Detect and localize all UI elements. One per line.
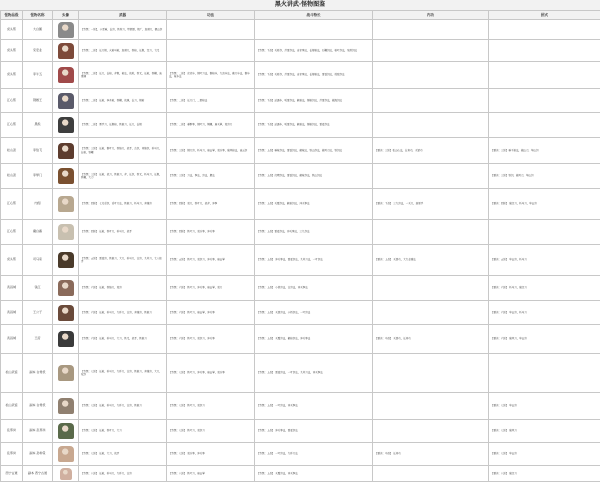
cell-trait: 【等级：上品】 冲天拳法，雷霆剑法，九环刀法，一叶剑法 (255, 245, 373, 276)
cell-trait: 【等级：上品】 一叶剑法，冲天拳法 (255, 393, 373, 420)
cell-rank: 武昌城 (1, 301, 23, 325)
cell-rank: 武昌城 (1, 276, 23, 301)
cell-trait: 【等级：上品】 一叶剑法，九环刀法 (255, 443, 373, 466)
cell-weapon: 【等级：七阶】 长枪，斩马刀，九环刀，古剑，铁链刀 (79, 393, 167, 420)
cell-trait (255, 20, 373, 40)
cell-move (489, 20, 600, 40)
cell-name: 宋宏业 (23, 40, 53, 62)
cell-weapon: 【等级：七阶】 长枪，大刀，战矛 (79, 443, 167, 466)
cell-skill: 【等级：八阶】 铁叶刀，崩山掌 (167, 466, 255, 482)
cell-avatar (53, 245, 79, 276)
cell-rank: 江心帮 (1, 113, 23, 138)
cell-name: 王府 (23, 325, 53, 354)
table-row (1, 466, 600, 482)
cell-avatar (53, 466, 79, 482)
monster-portrait (58, 305, 74, 321)
cell-avatar (53, 420, 79, 443)
cell-weapon: 【等级：五阶】 雷霆剑，铁链刀，大刀，斩马刀，古剑，九环刀，丈八蛇矛 (79, 245, 167, 276)
cell-name: 副本 白骨妖 (23, 393, 53, 420)
table-row (1, 393, 600, 420)
cell-avatar (53, 393, 79, 420)
header-name: 怪物名称 (23, 11, 53, 20)
cell-inner (373, 113, 489, 138)
monster-portrait (58, 117, 74, 133)
cell-avatar (53, 189, 79, 220)
cell-rank: 乱葬岗 (1, 443, 23, 466)
cell-skill: 【等级：七阶】 铁叶刀，双剑刀 (167, 420, 255, 443)
cell-move (489, 40, 600, 62)
cell-name: 钱江 (23, 276, 53, 301)
cell-rank: 江心帮 (1, 220, 23, 245)
table-body (1, 20, 600, 482)
cell-skill: 【等级：五阶】 铁叶刀，双剑刀，冲天拳，崩山掌 (167, 245, 255, 276)
table-row (1, 164, 600, 189)
cell-weapon: 【等级：四阶】 七尺重剑，重叶刀法，铁链刀，斩马刀，青锋剑 (79, 189, 167, 220)
cell-weapon: 【等级：六阶】 长枪，铁链刀，双剑 (79, 276, 167, 301)
cell-name: 副本 孙仲景 (23, 443, 53, 466)
cell-trait: 【等级：上品】雷霆剑法，冲天拳法，三九剑法 (255, 220, 373, 245)
cell-move: 【要诀：三阶】铁剑，破风刀，华山剑 (489, 164, 600, 189)
header-trait: 战斗特长 (255, 11, 373, 20)
header-inner: 内功 (373, 11, 489, 20)
cell-avatar (53, 220, 79, 245)
cell-trait: 【等级：上品】 天罡剑法，小桥剑法，一叶剑法 (255, 301, 373, 325)
monster-portrait (60, 468, 72, 480)
cell-trait: 【等级：上品】 冲天拳法，雷霆剑法 (255, 420, 373, 443)
cell-skill: 【等级：四阶】 双刀，铁叶刀，战斧，冲拳 (167, 189, 255, 220)
monster-portrait (58, 196, 74, 212)
cell-rank: 松山武馆 (1, 354, 23, 393)
header-skill: 功法 (167, 11, 255, 20)
table-row (1, 40, 600, 62)
monster-portrait (58, 446, 74, 462)
cell-trait: 【等级：上品】 天鹰剑法，截枪剑法，冲天拳法 (255, 325, 373, 354)
cell-rank: 松山派 (1, 138, 23, 164)
monster-portrait (58, 224, 74, 240)
cell-trait: 【等级：上品】 雷霆剑法，一叶剑法，九环刀法，冲天拳法 (255, 354, 373, 393)
sheet-title: 黑火讲武·怪物图鉴 (0, 0, 600, 11)
cell-avatar (53, 113, 79, 138)
table-row (1, 354, 600, 393)
table-row (1, 443, 600, 466)
monster-portrait (58, 365, 74, 381)
table-row (1, 189, 600, 220)
table-row (1, 62, 600, 89)
cell-move: 【要诀：七阶】 破风刀 (489, 420, 600, 443)
cell-weapon: 【等级：八阶】 长枪，斩马刀，九环刀，古剑 (79, 466, 167, 482)
cell-move: 【要诀：六阶】 华山剑，斩马刀 (489, 301, 600, 325)
cell-rank: 虎头帮 (1, 40, 23, 62)
cell-rank: 江心帮 (1, 189, 23, 220)
cell-weapon: 【等级：二阶】 长枪，李木枪，铁鞭，战旗，长刀，棍枪 (79, 89, 167, 113)
cell-skill: 【等级：四阶】 铁叶刀，双头拳，冲天拳 (167, 220, 255, 245)
cell-avatar (53, 276, 79, 301)
cell-trait: 【等级：下品】运通步，吼雷剑法，截枪法，钢枪剑法，雷霆剑法 (255, 113, 373, 138)
cell-inner: 【要诀：上品】 天罡功，大力金刚法 (373, 245, 489, 276)
cell-weapon: 【等级：六阶】 长枪，斩马刀，大刀，铁叉，战矛，铁链刀 (79, 325, 167, 354)
cell-name: 王公子 (23, 301, 53, 325)
table-row (1, 138, 600, 164)
cell-weapon: 【等级：一阶】，小恶霸，长剑，铁钩刀，带鼠镖，楼厂，加满刀，镇山剑 (79, 20, 167, 40)
cell-avatar (53, 62, 79, 89)
cell-avatar (53, 138, 79, 164)
table-row (1, 276, 600, 301)
table-row (1, 325, 600, 354)
cell-inner (373, 40, 489, 62)
cell-weapon: 【等级：三阶】 长枪，战刀，铁链刀，斧，长剑，铁叉，斩马刀，长棍，铁鞭，大刀 (79, 164, 167, 189)
cell-avatar (53, 164, 79, 189)
monster-portrait (58, 423, 74, 439)
cell-inner (373, 164, 489, 189)
cell-skill: 【等级：六阶】 铁叶刀，崩山掌，冲天拳 (167, 301, 255, 325)
monster-portrait (58, 168, 74, 184)
cell-avatar (53, 325, 79, 354)
cell-inner (373, 466, 489, 482)
cell-move: 【要诀：五阶】 华山剑，斩马刀 (489, 245, 600, 276)
cell-weapon: 【等级：四阶】 长枪，铁叶刀，斩马刀，战矛 (79, 220, 167, 245)
cell-move (489, 220, 600, 245)
cell-name: 副本 白骨妖 (23, 354, 53, 393)
monster-portrait (58, 280, 74, 296)
monster-portrait (58, 67, 74, 83)
cell-skill: 【等级：七阶】 双头拳，冲天拳 (167, 443, 255, 466)
cell-skill: 【等级：三阶】 钢刀剑，斩马刀，崩山掌，双头拳，破风枪法，流云剑 (167, 138, 255, 164)
header-avatar: 头像 (53, 11, 79, 20)
cell-move: 【要诀：七阶】 华山剑 (489, 443, 600, 466)
cell-name: 李掌门 (23, 164, 53, 189)
cell-name: 黑熊 (23, 113, 53, 138)
cell-trait: 【等级：上品】虎啸剑法，雷霆剑法，截枪剑法，铁山剑法 (255, 164, 373, 189)
cell-inner (373, 393, 489, 420)
cell-inner (373, 276, 489, 301)
cell-move (489, 113, 600, 138)
cell-move (489, 354, 600, 393)
cell-rank: 虎头帮 (1, 245, 23, 276)
table-row (1, 220, 600, 245)
cell-name: 李牛五 (23, 62, 53, 89)
cell-inner (373, 20, 489, 40)
table-row (1, 301, 600, 325)
cell-inner (373, 89, 489, 113)
table-row (1, 420, 600, 443)
cell-skill: 【等级：二阶】 虎虎步，钢叶刀法，钢枪步，九宫步法，截刀步法，钢步法，枪步法 (167, 62, 255, 89)
cell-move: 【要诀：四阶】 破空刀，斩马刀，华山剑 (489, 189, 600, 220)
cell-rank: 虎头帮 (1, 20, 23, 40)
monster-portrait (58, 93, 74, 109)
cell-move: 【要诀：三阶】霸王枪法，破山刀，华山剑 (489, 138, 600, 164)
cell-trait: 【等级：上品】 天鹰剑法，冲天拳法 (255, 466, 373, 482)
cell-weapon: 【等级：二阶】 长刀，长枪，斧棍，枪法，战标，铁叉，长枪，铁鞭，流星锤 (79, 62, 167, 89)
cell-skill: 【等级：七阶】 铁叶刀，冲天拳，崩山掌，双头拳 (167, 354, 255, 393)
header-rank: 怪物品级 (1, 11, 23, 20)
cell-weapon: 【等级：七阶】 长枪，斩马刀，九环刀，古剑，铁链刀，青锋剑，大刀，双剑 (79, 354, 167, 393)
cell-inner (373, 62, 489, 89)
cell-trait: 【等级：下品】运通步，吼雷剑法，截枪法，钢枪剑法，打雷剑法，破海剑法 (255, 89, 373, 113)
cell-skill: 【等级：三阶】 刀法，拳法，剑法，腿法 (167, 164, 255, 189)
monster-portrait (58, 43, 74, 59)
header-move: 招式 (489, 11, 600, 20)
header-row (1, 11, 600, 20)
cell-inner (373, 220, 489, 245)
cell-weapon: 【等级：六阶】 长枪，斩马刀，九环刀，古剑，青锋剑，铁链刀 (79, 301, 167, 325)
cell-move: 【要诀：七阶】 华山剑 (489, 393, 600, 420)
cell-weapon: 【等级：二阶】 长刀棍，火枪马枪，加满刀，铁枪，长棍，宝刀，飞叉 (79, 40, 167, 62)
cell-rank: 武昌城 (1, 325, 23, 354)
cell-avatar (53, 40, 79, 62)
cell-move: 【要诀：八阶】 破空刀 (489, 466, 600, 482)
cell-move (489, 62, 600, 89)
cell-move: 【要诀：六阶】 斩马刀，破空刀 (489, 276, 600, 301)
cell-name: 内阁 (23, 189, 53, 220)
cell-avatar (53, 20, 79, 40)
cell-name: 魔白鹿 (23, 220, 53, 245)
cell-skill: 【等级：七阶】 铁叶刀，双剑刀 (167, 393, 255, 420)
cell-weapon: 【等级：二阶】 黑手刀，长棍枪，铁链刀，长刀，长棍 (79, 113, 167, 138)
cell-name: 钢骸王 (23, 89, 53, 113)
cell-rank: 乱葬岗 (1, 420, 23, 443)
cell-rank: 江心帮 (1, 89, 23, 113)
table-header (1, 11, 600, 20)
cell-skill (167, 40, 255, 62)
cell-trait: 【等级：上品】 小桥剑法，古剑法，冲天拳法 (255, 276, 373, 301)
cell-avatar (53, 354, 79, 393)
table-row (1, 89, 600, 113)
cell-name: 副本 西宁古道 (23, 466, 53, 482)
cell-rank: 虎头帮 (1, 62, 23, 89)
cell-name: 大白鹅 (23, 20, 53, 40)
cell-name: 副本 乱葬岗 (23, 420, 53, 443)
cell-skill: 【等级：六阶】 铁叶刀，双剑刀，冲天拳 (167, 325, 255, 354)
cell-inner: 【要诀：三阶】松山心法，长青功，天罡功 (373, 138, 489, 164)
table-row (1, 113, 600, 138)
cell-name: 李伯飞 (23, 138, 53, 164)
cell-skill: 【等级：六阶】 铁叶刀，冲天拳，崩山掌，双刀 (167, 276, 255, 301)
table-row (1, 245, 600, 276)
cell-trait: 【等级：下品】天骄剑，打雷剑法，自家拳法，长棍枪法，雷霆剑法，抓取剑法 (255, 62, 373, 89)
cell-skill: 【等级：二阶】 春野拳，钢叶刀，铜锤，崩天掌，双剑刀 (167, 113, 255, 138)
cell-trait: 【等级：上品】霸枪剑法，雷霆剑法，截枪法，铁山剑法，破风刀法，铁剑法 (255, 138, 373, 164)
cell-inner: 【要诀：中品】 长青功 (373, 443, 489, 466)
monster-portrait (58, 143, 74, 159)
cell-inner (373, 354, 489, 393)
monster-table (0, 10, 600, 482)
cell-move: 【要诀：六阶】 破风刀，华山剑 (489, 325, 600, 354)
cell-rank: 西宁古道 (1, 466, 23, 482)
cell-move (489, 89, 600, 113)
table-row (1, 20, 600, 40)
cell-inner: 【要诀：中品】 天罡功，长青功 (373, 325, 489, 354)
cell-trait: 【等级：上品】天鹰剑法，截枪剑法，冲天拳法 (255, 189, 373, 220)
header-weapon: 武器 (79, 11, 167, 20)
cell-avatar (53, 443, 79, 466)
cell-skill: 【等级：二阶】 长刀门，二郎枪法 (167, 89, 255, 113)
monster-portrait (58, 331, 74, 347)
cell-inner (373, 301, 489, 325)
monster-portrait (58, 22, 74, 38)
cell-weapon: 【等级：七阶】 长枪，铁叶刀，大刀 (79, 420, 167, 443)
cell-rank: 松山武馆 (1, 393, 23, 420)
cell-rank: 松山派 (1, 164, 23, 189)
cell-inner: 【要诀：下品】 三九剑法，一天刀，摘星手 (373, 189, 489, 220)
cell-skill (167, 20, 255, 40)
cell-avatar (53, 301, 79, 325)
cell-trait: 【等级：下品】天骄剑，打雷剑法，自家拳法，长棍枪法，石鞭剑法，枪叶剑法，地煞剑法 (255, 40, 373, 62)
cell-weapon: 【等级：三阶】 长枪，钢叶刀，铁链刀，战矛，古剑，青锋剑，斩马刀，长枪，铁鞭 (79, 138, 167, 164)
monster-portrait (58, 252, 74, 268)
monster-portrait (58, 398, 74, 414)
cell-inner (373, 420, 489, 443)
cell-avatar (53, 89, 79, 113)
cell-name: 司马家 (23, 245, 53, 276)
